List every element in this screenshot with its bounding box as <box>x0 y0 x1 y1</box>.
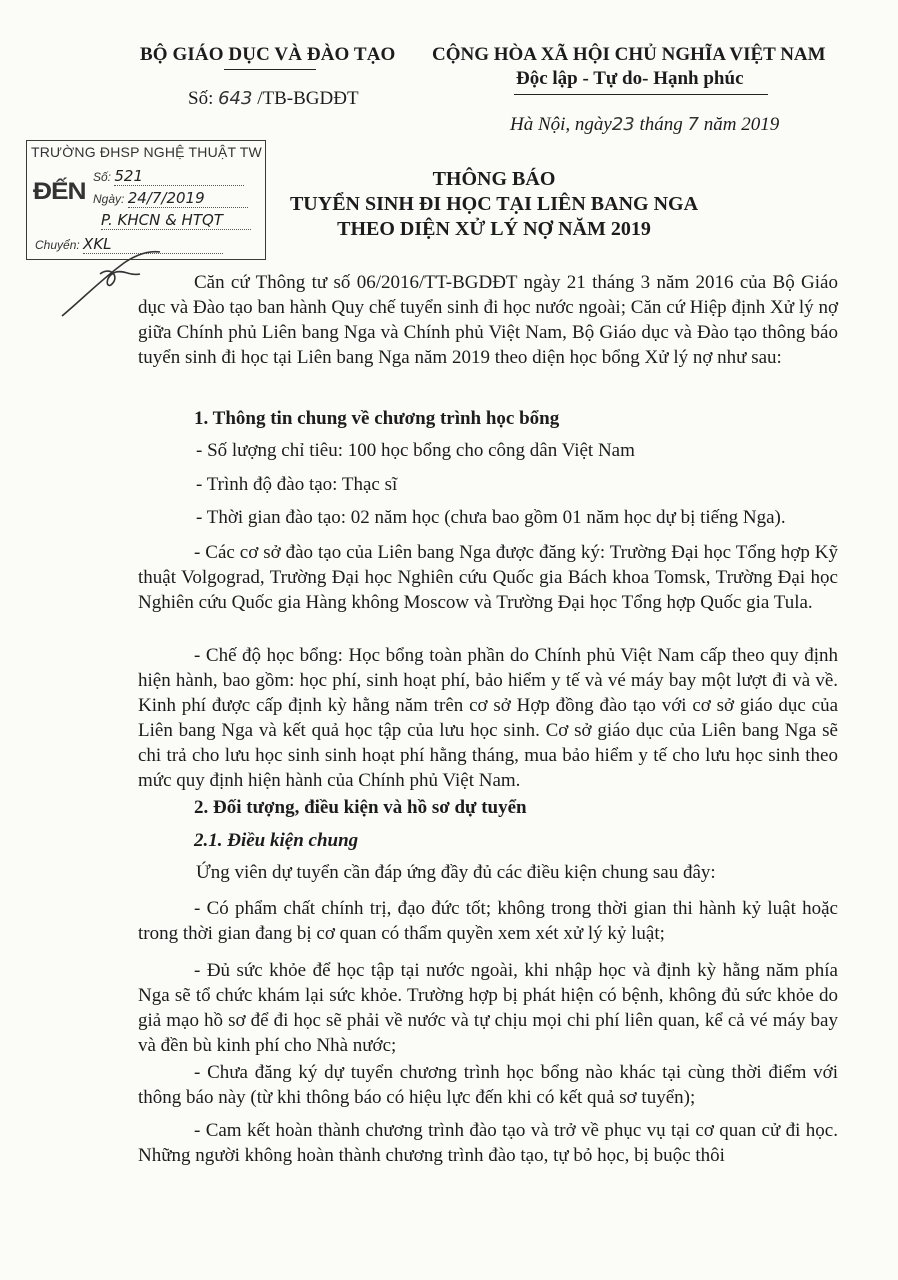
s1-duration: - Thời gian đào tạo: 02 năm học (chưa bao gồm 01 năm học dự bị tiếng Nga). <box>196 507 786 528</box>
stamp-chuyen-value: XKL <box>83 235 112 253</box>
stamp-dept-value: P. KHCN & HTQT <box>101 211 223 229</box>
doc-number-handwritten: 643 <box>218 88 253 109</box>
document-number: Số: 643 /TB-BGDĐT <box>188 88 359 109</box>
section-1-heading: 1. Thông tin chung về chương trình học bổng <box>194 408 560 429</box>
motto-underline <box>514 94 768 95</box>
section-2-heading: 2. Đối tượng, điều kiện và hồ sơ dự tuyển <box>194 797 527 818</box>
stamp-date-value: 24/7/2019 <box>127 189 205 207</box>
s2-condition-3: - Chưa đăng ký dự tuyển chương trình học bổng nào khác tại cùng thời điểm với thông báo này (từ khi thông báo có hiệu lực đến khi có kết quả sơ tuyển); <box>138 1062 838 1108</box>
stamp-big-text: ĐẾN <box>33 178 86 205</box>
stamp-so-value: 521 <box>114 167 143 185</box>
s1-quota: - Số lượng chỉ tiêu: 100 học bổng cho công dân Việt Nam <box>196 440 635 461</box>
s1-scholarship: - Chế độ học bổng: Học bổng toàn phần do Chính phủ Việt Nam cấp theo quy định hiện hành, bao gồm: học phí, sinh hoạt phí, bảo hiểm y tế và vé máy bay một lượt đi và về. Kinh phí được cấp định kỳ hằng năm trên cơ sở Hợp đồng đào tạo với cơ sở giáo dục của Liên bang Nga và kết quả học tập của lưu học sinh. Cơ sở giáo dục của Liên bang Nga sẽ chi trả cho lưu học sinh sinh hoạt phí hằng tháng, mua bảo hiểm y tế cho lưu học sinh theo mức quy định hiện hành của Chính phủ Việt Nam. <box>138 645 838 791</box>
s2-condition-2: - Đủ sức khỏe để học tập tại nước ngoài, khi nhập học và định kỳ hằng năm phía Nga sẽ tổ chức khám lại sức khỏe. Trường hợp bị phát hiện có bệnh, không đủ sức khỏe do giả mạo hồ sơ để đi học sẽ phải về nước và tự chịu mọi chi phí liên quan, kể cả vé máy bay và đền bù kinh phí cho Nhà nước; <box>138 960 838 1056</box>
doc-title-line2: TUYỂN SINH ĐI HỌC TẠI LIÊN BANG NGA <box>289 193 699 215</box>
stamp-org: TRƯỜNG ĐHSP NGHỆ THUẬT TW <box>31 144 262 160</box>
intro-paragraph: Căn cứ Thông tư số 06/2016/TT-BGDĐT ngày 21 tháng 3 năm 2016 của Bộ Giáo dục và Đào tạo ban hành Quy chế tuyển sinh đi học nước ngoài; Căn cứ Hiệp định Xử lý nợ giữa Chính phủ Liên bang Nga và Chính phủ Việt Nam, Bộ Giáo dục và Đào tạo thông báo tuyển sinh đi học tại Liên bang Nga năm 2019 theo diện học bổng Xử lý nợ như sau: <box>138 272 838 368</box>
republic-name: CỘNG HÒA XÃ HỘI CHỦ NGHĨA VIỆT NAM <box>432 44 826 65</box>
ministry-underline <box>224 69 316 70</box>
s1-institutions: - Các cơ sở đào tạo của Liên bang Nga được đăng ký: Trường Đại học Tổng hợp Kỹ thuật Volgograd, Trường Đại học Nghiên cứu Quốc gia Bách khoa Tomsk, Trường Đại học Nghiên cứu Quốc gia Hàng không Moscow và Trường Đại học Tổng hợp Quốc gia Tula. <box>138 542 838 613</box>
day-handwritten: 23 <box>611 114 635 135</box>
received-stamp: TRƯỜNG ĐHSP NGHỆ THUẬT TW ĐẾN Số: 521 Ngày: 24/7/2019 P. KHCN & HTQT Chuyển: XKL <box>26 140 266 260</box>
ministry-name: BỘ GIÁO DỤC VÀ ĐÀO TẠO <box>140 44 396 65</box>
doc-title: THÔNG BÁO <box>432 168 556 190</box>
month-handwritten: 7 <box>687 114 699 135</box>
place-date: Hà Nội, ngày23 tháng 7 năm 2019 <box>510 114 780 135</box>
national-motto: Độc lập - Tự do- Hạnh phúc <box>516 68 744 89</box>
s1-level: - Trình độ đào tạo: Thạc sĩ <box>196 474 398 495</box>
s2-condition-1: - Có phẩm chất chính trị, đạo đức tốt; không trong thời gian thi hành kỷ luật hoặc trong thời gian đang bị cơ quan có thẩm quyền xem xét xử lý kỷ luật; <box>138 898 838 944</box>
doc-title-line3: THEO DIỆN XỬ LÝ NỢ NĂM 2019 <box>337 218 651 240</box>
section-2-1-heading: 2.1. Điều kiện chung <box>194 830 359 851</box>
s2-intro: Ứng viên dự tuyển cần đáp ứng đầy đủ các điều kiện chung sau đây: <box>196 862 716 883</box>
s2-condition-4: - Cam kết hoàn thành chương trình đào tạo và trở về phục vụ tại cơ quan cử đi học. Những người không hoàn thành chương trình đào tạo, tự bỏ học, bị buộc thôi <box>138 1120 838 1166</box>
